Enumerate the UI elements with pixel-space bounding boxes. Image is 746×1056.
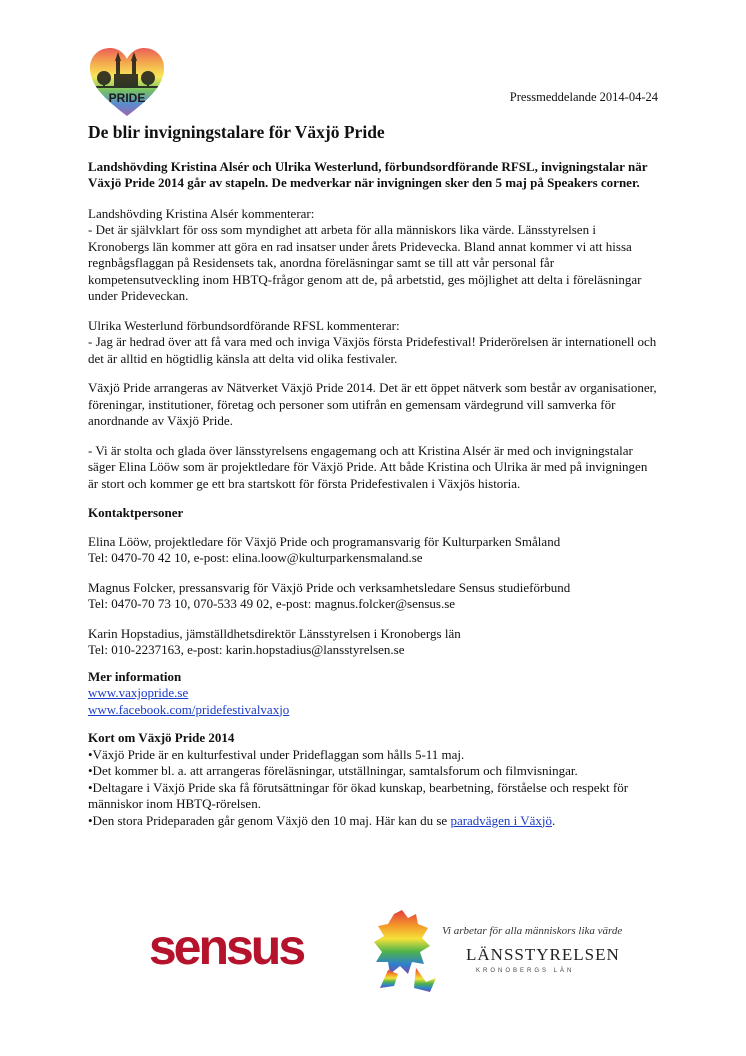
- article-body: [88, 120, 660, 829]
- contact-person: [88, 534, 660, 567]
- logo-pride-text: PRIDE: [108, 91, 146, 105]
- more-info-heading: Mer information: [88, 668, 182, 684]
- more-info-section: [88, 669, 660, 719]
- rainbow-lion-icon: [374, 910, 436, 992]
- parade-route-link[interactable]: paradvägen i Växjö: [450, 812, 552, 828]
- contact-name-role: Elina Lööw, projektledare för Växjö Pride och programansvarig för Kulturparken Småland: [88, 533, 561, 549]
- summary-heading: Kort om Växjö Pride 2014: [88, 730, 235, 745]
- summary-bullet: [88, 813, 660, 830]
- vaxjopride-link[interactable]: www.vaxjopride.se: [88, 685, 189, 700]
- vaxjo-pride-heart-logo: [88, 46, 166, 118]
- paragraph-organizer: Växjö Pride arrangeras av Nätverket Växjö Pride 2014. Det är ett öppet nätverk som består av organisationer, föreningar, institutioner, företag och personer som utifrån en gemensam värdegrund vill samverka för anordnande av Växjö Pride.: [88, 380, 657, 428]
- lansstyrelsen-name: LÄNSSTYRELSEN: [466, 945, 620, 964]
- sensus-logo: [128, 922, 324, 972]
- alser-intro: Landshövding Kristina Alsér kommenterar:: [88, 205, 315, 221]
- contact-phone-email: Tel: 0470-70 73 10, 070-533 49 02, e-post: magnus.folcker@sensus.se: [88, 596, 456, 611]
- lansstyrelsen-logo: [372, 908, 632, 994]
- summary-bullet: •Det kommer bl. a. att arrangeras föreläsningar, utställningar, samtalsforum och filmvisningar.: [88, 763, 578, 778]
- contact-person: [88, 580, 660, 613]
- paragraph-westerlund: [88, 318, 660, 368]
- summary-section: [88, 730, 660, 829]
- contact-phone-email: Tel: 0470-70 42 10, e-post: elina.loow@kulturparkensmaland.se: [88, 550, 423, 565]
- contact-name-role: Magnus Folcker, pressansvarig för Växjö Pride och verksamhetsledare Sensus studieförbund: [88, 579, 571, 595]
- facebook-link[interactable]: www.facebook.com/pridefestivalvaxjo: [88, 701, 290, 717]
- contact-name-role: Karin Hopstadius, jämställdhetsdirektör Länsstyrelsen i Kronobergs län: [88, 625, 461, 641]
- sensus-logo-text: sensus: [148, 922, 304, 972]
- contacts-heading: Kontaktpersoner: [88, 505, 184, 520]
- contact-person: [88, 626, 660, 659]
- alser-quote: - Det är självklart för oss som myndighet att arbeta för alla människors lika värde. Länsstyrelsen i Kronobergs län kommer att göra en rad insatser under årets Pridevecka. Bland annat kommer vi att hissa regnbågsflaggan på Residensets tak, anordna föreläsningar samt se till att vår personal får kompetensutveckling inom HBTQ-frågor genom att de, på arbetstid, ges möjlighet att delta i föreläsningar under Prideveckan.: [88, 222, 642, 303]
- summary-bullet-end: .: [552, 812, 556, 828]
- page-title: De blir invigningstalare för Växjö Pride: [88, 122, 385, 142]
- contact-phone-email: Tel: 010-2237163, e-post: karin.hopstadius@lansstyrelsen.se: [88, 642, 405, 657]
- press-release-date: Pressmeddelande 2014-04-24: [509, 90, 658, 104]
- footer-logos: [88, 906, 660, 996]
- summary-bullet: •Växjö Pride är en kulturfestival under Prideflaggan som hålls 5-11 maj.: [88, 746, 465, 762]
- lansstyrelsen-tagline: Vi arbetar för alla människors lika värde: [442, 925, 623, 937]
- lead-paragraph: Landshövding Kristina Alsér och Ulrika Westerlund, förbundsordförande RFSL, invigningstalar när Växjö Pride 2014 går av stapeln. De medverkar när invigningen sker den 5 maj på Speakers corner.: [88, 158, 648, 190]
- lansstyrelsen-sub: KRONOBERGS LÄN: [476, 968, 575, 974]
- westerlund-intro: Ulrika Westerlund förbundsordförande RFSL kommenterar:: [88, 317, 400, 333]
- summary-bullet-text: •Den stora Prideparaden går genom Växjö den 10 maj. Här kan du se: [88, 812, 451, 828]
- paragraph-loow-quote: - Vi är stolta och glada över länsstyrelsens engagemang och att Kristina Alsér är med och invigningstalar säger Elina Lööw som är projektledare för Växjö Pride. Att både Kristina och Ulrika är med på invigningen är stort och kommer ge ett bra startskott för första Pridefestivalen i Växjös historia.: [88, 442, 648, 491]
- summary-bullet: •Deltagare i Växjö Pride ska få förutsättningar för ökad kunskap, bearbetning, förståelse och respekt för människor inom HBTQ-rörelsen.: [88, 779, 629, 811]
- westerlund-quote: - Jag är hedrad över att få vara med och inviga Växjös första Pridefestival! Priderörelsen är internationell och det är alltid en högtidlig känsla att delta vid olika festivaler.: [88, 334, 657, 366]
- paragraph-alser: [88, 206, 660, 305]
